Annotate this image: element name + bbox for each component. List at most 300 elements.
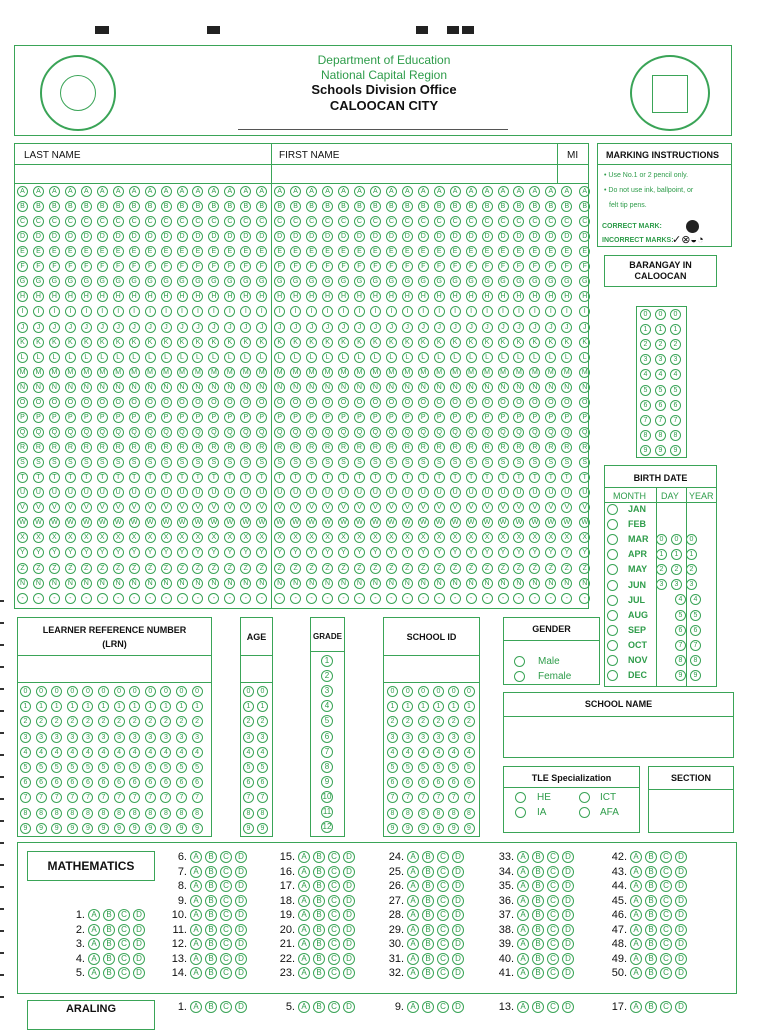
- name-bubble[interactable]: W: [290, 517, 301, 528]
- name-bubble[interactable]: M: [49, 367, 60, 378]
- answer-bubble[interactable]: B: [645, 909, 657, 921]
- answer-item[interactable]: [275, 879, 355, 894]
- name-bubble[interactable]: F: [256, 261, 267, 272]
- name-bubble[interactable]: S: [161, 457, 172, 468]
- name-bubble[interactable]: R: [81, 442, 92, 453]
- lrn-bubble[interactable]: 0: [67, 686, 78, 697]
- lrn-bubble[interactable]: 7: [145, 792, 156, 803]
- name-bubble[interactable]: B: [256, 201, 267, 212]
- name-bubble[interactable]: F: [240, 261, 251, 272]
- name-bubble[interactable]: A: [33, 186, 44, 197]
- lrn-bubble[interactable]: 3: [160, 732, 171, 743]
- name-bubble[interactable]: S: [274, 457, 285, 468]
- name-bubble[interactable]: X: [434, 532, 445, 543]
- name-bubble[interactable]: E: [498, 246, 509, 257]
- name-bubble[interactable]: C: [49, 216, 60, 227]
- female-radio[interactable]: [514, 671, 525, 682]
- answer-item[interactable]: [167, 879, 247, 894]
- name-bubble[interactable]: -: [498, 593, 509, 604]
- name-bubble[interactable]: C: [256, 216, 267, 227]
- name-bubble[interactable]: I: [529, 306, 540, 317]
- name-bubble[interactable]: H: [290, 291, 301, 302]
- lrn-bubble[interactable]: 6: [192, 777, 203, 788]
- name-bubble[interactable]: L: [274, 352, 285, 363]
- name-bubble[interactable]: F: [224, 261, 235, 272]
- name-bubble[interactable]: L: [561, 352, 572, 363]
- name-bubble[interactable]: W: [113, 517, 124, 528]
- answer-bubble[interactable]: B: [645, 880, 657, 892]
- answer-bubble[interactable]: D: [452, 851, 464, 863]
- name-bubble[interactable]: W: [545, 517, 556, 528]
- name-bubble[interactable]: E: [65, 246, 76, 257]
- name-bubble[interactable]: P: [113, 412, 124, 423]
- name-bubble[interactable]: S: [370, 457, 381, 468]
- lrn-bubble[interactable]: 6: [82, 777, 93, 788]
- name-bubble[interactable]: W: [208, 517, 219, 528]
- lrn-bubble[interactable]: 8: [67, 808, 78, 819]
- name-bubble[interactable]: B: [402, 201, 413, 212]
- name-bubble[interactable]: O: [579, 397, 590, 408]
- school-id-bubble[interactable]: 8: [433, 808, 444, 819]
- date-bubble[interactable]: 5: [675, 610, 686, 621]
- name-bubble[interactable]: V: [561, 502, 572, 513]
- name-bubble[interactable]: G: [33, 276, 44, 287]
- name-bubble[interactable]: N: [33, 382, 44, 393]
- name-bubble[interactable]: A: [322, 186, 333, 197]
- name-bubble[interactable]: B: [224, 201, 235, 212]
- ict-radio[interactable]: [579, 792, 590, 803]
- name-bubble[interactable]: O: [274, 397, 285, 408]
- name-bubble[interactable]: Y: [561, 547, 572, 558]
- answer-bubble[interactable]: B: [422, 924, 434, 936]
- name-bubble[interactable]: Ñ: [240, 578, 251, 589]
- name-bubble[interactable]: Y: [256, 547, 267, 558]
- name-bubble[interactable]: A: [338, 186, 349, 197]
- lrn-bubble[interactable]: 4: [67, 747, 78, 758]
- name-bubble[interactable]: K: [579, 337, 590, 348]
- name-bubble[interactable]: W: [561, 517, 572, 528]
- name-bubble[interactable]: R: [208, 442, 219, 453]
- barangay-bubble[interactable]: 9: [670, 445, 681, 456]
- barangay-bubble[interactable]: 5: [655, 385, 666, 396]
- answer-bubble[interactable]: B: [532, 851, 544, 863]
- name-bubble[interactable]: R: [322, 442, 333, 453]
- name-bubble[interactable]: F: [561, 261, 572, 272]
- name-bubble[interactable]: M: [322, 367, 333, 378]
- barangay-bubble[interactable]: 4: [640, 369, 651, 380]
- answer-bubble[interactable]: C: [547, 953, 559, 965]
- name-bubble[interactable]: B: [113, 201, 124, 212]
- name-bubble[interactable]: Z: [322, 563, 333, 574]
- name-bubble[interactable]: G: [65, 276, 76, 287]
- answer-bubble[interactable]: B: [422, 895, 434, 907]
- grade-bubble[interactable]: 10: [322, 791, 332, 801]
- name-bubble[interactable]: S: [224, 457, 235, 468]
- name-bubble[interactable]: -: [450, 593, 461, 604]
- name-bubble[interactable]: L: [208, 352, 219, 363]
- name-bubble[interactable]: V: [208, 502, 219, 513]
- answer-bubble[interactable]: B: [532, 953, 544, 965]
- name-bubble[interactable]: X: [386, 532, 397, 543]
- name-bubble[interactable]: W: [145, 517, 156, 528]
- lrn-bubble[interactable]: 2: [160, 716, 171, 727]
- answer-bubble[interactable]: C: [437, 953, 449, 965]
- lrn-bubble[interactable]: 8: [36, 808, 47, 819]
- name-bubble[interactable]: R: [290, 442, 301, 453]
- name-bubble[interactable]: Z: [450, 563, 461, 574]
- answer-bubble[interactable]: D: [452, 1001, 464, 1013]
- name-bubble[interactable]: Z: [513, 563, 524, 574]
- name-bubble[interactable]: L: [177, 352, 188, 363]
- answer-bubble[interactable]: A: [298, 880, 310, 892]
- month-bubble[interactable]: [607, 595, 618, 606]
- name-bubble[interactable]: U: [466, 487, 477, 498]
- name-bubble[interactable]: S: [17, 457, 28, 468]
- name-bubble[interactable]: X: [113, 532, 124, 543]
- name-bubble[interactable]: F: [529, 261, 540, 272]
- answer-item[interactable]: [384, 908, 464, 923]
- name-bubble[interactable]: J: [274, 322, 285, 333]
- name-bubble[interactable]: E: [129, 246, 140, 257]
- next-answer-item[interactable]: [384, 1000, 464, 1015]
- name-bubble[interactable]: E: [322, 246, 333, 257]
- name-bubble[interactable]: I: [81, 306, 92, 317]
- name-bubble[interactable]: O: [256, 397, 267, 408]
- afa-radio[interactable]: [579, 807, 590, 818]
- name-bubble[interactable]: P: [65, 412, 76, 423]
- answer-item[interactable]: [65, 908, 145, 923]
- name-bubble[interactable]: Q: [17, 427, 28, 438]
- name-bubble[interactable]: I: [161, 306, 172, 317]
- answer-bubble[interactable]: D: [675, 909, 687, 921]
- name-bubble[interactable]: C: [482, 216, 493, 227]
- name-bubble[interactable]: R: [354, 442, 365, 453]
- answer-bubble[interactable]: A: [190, 953, 202, 965]
- name-bubble[interactable]: I: [113, 306, 124, 317]
- lrn-bubble[interactable]: 4: [98, 747, 109, 758]
- name-bubble[interactable]: -: [545, 593, 556, 604]
- name-bubble[interactable]: K: [274, 337, 285, 348]
- name-bubble[interactable]: R: [370, 442, 381, 453]
- name-bubble[interactable]: Z: [224, 563, 235, 574]
- date-bubble[interactable]: 1: [686, 549, 697, 560]
- answer-bubble[interactable]: A: [190, 1001, 202, 1013]
- school-id-bubble[interactable]: 1: [418, 701, 429, 712]
- school-id-bubble[interactable]: 5: [418, 762, 429, 773]
- name-bubble[interactable]: F: [579, 261, 590, 272]
- name-bubble[interactable]: Y: [354, 547, 365, 558]
- answer-bubble[interactable]: A: [517, 967, 529, 979]
- name-bubble[interactable]: C: [129, 216, 140, 227]
- name-bubble[interactable]: F: [386, 261, 397, 272]
- name-bubble[interactable]: J: [498, 322, 509, 333]
- name-bubble[interactable]: Q: [498, 427, 509, 438]
- lrn-bubble[interactable]: 7: [114, 792, 125, 803]
- answer-item[interactable]: [275, 923, 355, 938]
- name-bubble[interactable]: R: [17, 442, 28, 453]
- name-bubble[interactable]: S: [498, 457, 509, 468]
- name-bubble[interactable]: U: [370, 487, 381, 498]
- name-bubble[interactable]: B: [306, 201, 317, 212]
- school-id-bubble[interactable]: 7: [448, 792, 459, 803]
- name-bubble[interactable]: H: [49, 291, 60, 302]
- name-bubble[interactable]: Y: [513, 547, 524, 558]
- name-bubble[interactable]: G: [482, 276, 493, 287]
- name-bubble[interactable]: K: [386, 337, 397, 348]
- barangay-bubble[interactable]: 3: [655, 354, 666, 365]
- name-bubble[interactable]: A: [17, 186, 28, 197]
- barangay-bubble[interactable]: 6: [640, 400, 651, 411]
- age-bubble[interactable]: 4: [257, 747, 268, 758]
- name-bubble[interactable]: V: [224, 502, 235, 513]
- name-bubble[interactable]: T: [418, 472, 429, 483]
- name-bubble[interactable]: P: [192, 412, 203, 423]
- name-bubble[interactable]: J: [290, 322, 301, 333]
- name-bubble[interactable]: A: [65, 186, 76, 197]
- name-bubble[interactable]: I: [49, 306, 60, 317]
- name-bubble[interactable]: Y: [113, 547, 124, 558]
- name-bubble[interactable]: D: [177, 231, 188, 242]
- barangay-bubble[interactable]: 0: [640, 309, 651, 320]
- answer-bubble[interactable]: C: [660, 938, 672, 950]
- answer-bubble[interactable]: A: [407, 909, 419, 921]
- name-bubble[interactable]: U: [208, 487, 219, 498]
- name-bubble[interactable]: Q: [434, 427, 445, 438]
- name-bubble[interactable]: N: [81, 382, 92, 393]
- answer-bubble[interactable]: A: [298, 938, 310, 950]
- answer-bubble[interactable]: A: [88, 953, 100, 965]
- name-bubble[interactable]: V: [65, 502, 76, 513]
- lrn-bubble[interactable]: 2: [20, 716, 31, 727]
- name-bubble[interactable]: Y: [466, 547, 477, 558]
- name-bubble[interactable]: -: [354, 593, 365, 604]
- name-bubble[interactable]: I: [256, 306, 267, 317]
- name-bubble[interactable]: Z: [561, 563, 572, 574]
- name-bubble[interactable]: M: [402, 367, 413, 378]
- name-bubble[interactable]: Ñ: [498, 578, 509, 589]
- name-bubble[interactable]: G: [17, 276, 28, 287]
- name-bubble[interactable]: I: [545, 306, 556, 317]
- lrn-bubble[interactable]: 6: [98, 777, 109, 788]
- name-bubble[interactable]: S: [290, 457, 301, 468]
- barangay-bubble[interactable]: 9: [640, 445, 651, 456]
- answer-item[interactable]: [167, 923, 247, 938]
- name-bubble[interactable]: K: [370, 337, 381, 348]
- name-bubble[interactable]: W: [49, 517, 60, 528]
- name-bubble[interactable]: B: [274, 201, 285, 212]
- name-bubble[interactable]: K: [482, 337, 493, 348]
- name-bubble[interactable]: V: [466, 502, 477, 513]
- name-bubble[interactable]: L: [450, 352, 461, 363]
- name-bubble[interactable]: V: [129, 502, 140, 513]
- lrn-bubble[interactable]: 5: [51, 762, 62, 773]
- date-bubble[interactable]: 3: [671, 579, 682, 590]
- school-id-bubble[interactable]: 4: [464, 747, 475, 758]
- name-bubble[interactable]: R: [240, 442, 251, 453]
- name-bubble[interactable]: B: [240, 201, 251, 212]
- name-bubble[interactable]: W: [177, 517, 188, 528]
- name-bubble[interactable]: P: [97, 412, 108, 423]
- name-bubble[interactable]: O: [224, 397, 235, 408]
- name-bubble[interactable]: L: [17, 352, 28, 363]
- name-bubble[interactable]: S: [322, 457, 333, 468]
- name-bubble[interactable]: D: [224, 231, 235, 242]
- name-bubble[interactable]: D: [33, 231, 44, 242]
- name-bubble[interactable]: E: [529, 246, 540, 257]
- name-bubble[interactable]: O: [113, 397, 124, 408]
- name-bubble[interactable]: X: [418, 532, 429, 543]
- name-bubble[interactable]: Y: [97, 547, 108, 558]
- name-bubble[interactable]: -: [49, 593, 60, 604]
- name-bubble[interactable]: K: [17, 337, 28, 348]
- name-bubble[interactable]: C: [192, 216, 203, 227]
- answer-bubble[interactable]: A: [298, 909, 310, 921]
- name-bubble[interactable]: S: [129, 457, 140, 468]
- answer-bubble[interactable]: A: [630, 1001, 642, 1013]
- name-bubble[interactable]: P: [561, 412, 572, 423]
- name-bubble[interactable]: Q: [177, 427, 188, 438]
- name-bubble[interactable]: L: [256, 352, 267, 363]
- answer-bubble[interactable]: B: [313, 924, 325, 936]
- name-bubble[interactable]: O: [17, 397, 28, 408]
- name-bubble[interactable]: B: [466, 201, 477, 212]
- name-bubble[interactable]: X: [545, 532, 556, 543]
- name-bubble[interactable]: P: [161, 412, 172, 423]
- answer-bubble[interactable]: A: [88, 967, 100, 979]
- name-bubble[interactable]: F: [208, 261, 219, 272]
- name-bubble[interactable]: B: [498, 201, 509, 212]
- name-bubble[interactable]: L: [386, 352, 397, 363]
- date-bubble[interactable]: 0: [656, 534, 667, 545]
- answer-bubble[interactable]: B: [422, 938, 434, 950]
- lrn-bubble[interactable]: 5: [176, 762, 187, 773]
- answer-bubble[interactable]: C: [547, 938, 559, 950]
- name-bubble[interactable]: Ñ: [386, 578, 397, 589]
- name-bubble[interactable]: N: [290, 382, 301, 393]
- answer-bubble[interactable]: A: [190, 851, 202, 863]
- date-bubble[interactable]: 2: [656, 564, 667, 575]
- name-bubble[interactable]: I: [208, 306, 219, 317]
- name-bubble[interactable]: R: [192, 442, 203, 453]
- date-bubble[interactable]: 7: [675, 640, 686, 651]
- section-field[interactable]: [650, 791, 732, 831]
- name-bubble[interactable]: L: [434, 352, 445, 363]
- lrn-bubble[interactable]: 1: [160, 701, 171, 712]
- name-bubble[interactable]: M: [418, 367, 429, 378]
- answer-bubble[interactable]: B: [532, 866, 544, 878]
- name-bubble[interactable]: J: [306, 322, 317, 333]
- name-bubble[interactable]: V: [370, 502, 381, 513]
- name-bubble[interactable]: M: [498, 367, 509, 378]
- name-bubble[interactable]: U: [49, 487, 60, 498]
- name-bubble[interactable]: X: [450, 532, 461, 543]
- lrn-bubble[interactable]: 6: [20, 777, 31, 788]
- name-bubble[interactable]: X: [256, 532, 267, 543]
- answer-bubble[interactable]: D: [343, 938, 355, 950]
- name-bubble[interactable]: I: [466, 306, 477, 317]
- name-bubble[interactable]: C: [290, 216, 301, 227]
- age-bubble[interactable]: 2: [243, 716, 254, 727]
- name-bubble[interactable]: W: [513, 517, 524, 528]
- name-bubble[interactable]: D: [561, 231, 572, 242]
- answer-bubble[interactable]: C: [220, 866, 232, 878]
- name-bubble[interactable]: O: [482, 397, 493, 408]
- name-bubble[interactable]: K: [322, 337, 333, 348]
- name-bubble[interactable]: Q: [513, 427, 524, 438]
- lrn-bubble[interactable]: 1: [51, 701, 62, 712]
- name-bubble[interactable]: O: [306, 397, 317, 408]
- name-bubble[interactable]: W: [450, 517, 461, 528]
- date-bubble[interactable]: 9: [690, 670, 701, 681]
- barangay-bubble[interactable]: 2: [655, 339, 666, 350]
- lrn-bubble[interactable]: 8: [20, 808, 31, 819]
- answer-item[interactable]: [607, 894, 687, 909]
- name-bubble[interactable]: Z: [434, 563, 445, 574]
- name-bubble[interactable]: X: [354, 532, 365, 543]
- name-bubble[interactable]: P: [579, 412, 590, 423]
- name-bubble[interactable]: U: [97, 487, 108, 498]
- lrn-bubble[interactable]: 4: [129, 747, 140, 758]
- name-bubble[interactable]: A: [274, 186, 285, 197]
- name-bubble[interactable]: B: [418, 201, 429, 212]
- barangay-bubble[interactable]: 0: [655, 309, 666, 320]
- name-bubble[interactable]: Q: [274, 427, 285, 438]
- name-bubble[interactable]: Ñ: [402, 578, 413, 589]
- name-bubble[interactable]: R: [49, 442, 60, 453]
- lrn-bubble[interactable]: 7: [129, 792, 140, 803]
- name-bubble[interactable]: Z: [386, 563, 397, 574]
- lrn-bubble[interactable]: 7: [51, 792, 62, 803]
- answer-bubble[interactable]: C: [118, 967, 130, 979]
- name-bubble[interactable]: I: [386, 306, 397, 317]
- lrn-bubble[interactable]: 9: [82, 823, 93, 834]
- name-bubble[interactable]: G: [161, 276, 172, 287]
- age-bubble[interactable]: 7: [257, 792, 268, 803]
- school-id-bubble[interactable]: 2: [387, 716, 398, 727]
- name-bubble[interactable]: Q: [97, 427, 108, 438]
- answer-bubble[interactable]: B: [313, 895, 325, 907]
- answer-item[interactable]: [494, 966, 574, 981]
- name-bubble[interactable]: U: [545, 487, 556, 498]
- name-bubble[interactable]: U: [274, 487, 285, 498]
- grade-bubble[interactable]: 4: [321, 700, 333, 712]
- answer-item[interactable]: [65, 966, 145, 981]
- answer-item[interactable]: [494, 850, 574, 865]
- answer-bubble[interactable]: A: [517, 924, 529, 936]
- name-bubble[interactable]: J: [33, 322, 44, 333]
- answer-item[interactable]: [607, 952, 687, 967]
- school-id-bubble[interactable]: 0: [387, 686, 398, 697]
- name-bubble[interactable]: N: [545, 382, 556, 393]
- answer-bubble[interactable]: D: [675, 953, 687, 965]
- name-bubble[interactable]: K: [450, 337, 461, 348]
- answer-bubble[interactable]: B: [205, 866, 217, 878]
- name-bubble[interactable]: H: [274, 291, 285, 302]
- school-id-bubble[interactable]: 9: [448, 823, 459, 834]
- answer-bubble[interactable]: B: [103, 924, 115, 936]
- name-bubble[interactable]: T: [65, 472, 76, 483]
- name-bubble[interactable]: L: [97, 352, 108, 363]
- name-bubble[interactable]: P: [81, 412, 92, 423]
- name-bubble[interactable]: F: [192, 261, 203, 272]
- name-bubble[interactable]: P: [129, 412, 140, 423]
- name-bubble[interactable]: -: [513, 593, 524, 604]
- name-bubble[interactable]: Ñ: [192, 578, 203, 589]
- name-bubble[interactable]: C: [224, 216, 235, 227]
- name-bubble[interactable]: S: [402, 457, 413, 468]
- name-bubble[interactable]: G: [338, 276, 349, 287]
- name-bubble[interactable]: E: [561, 246, 572, 257]
